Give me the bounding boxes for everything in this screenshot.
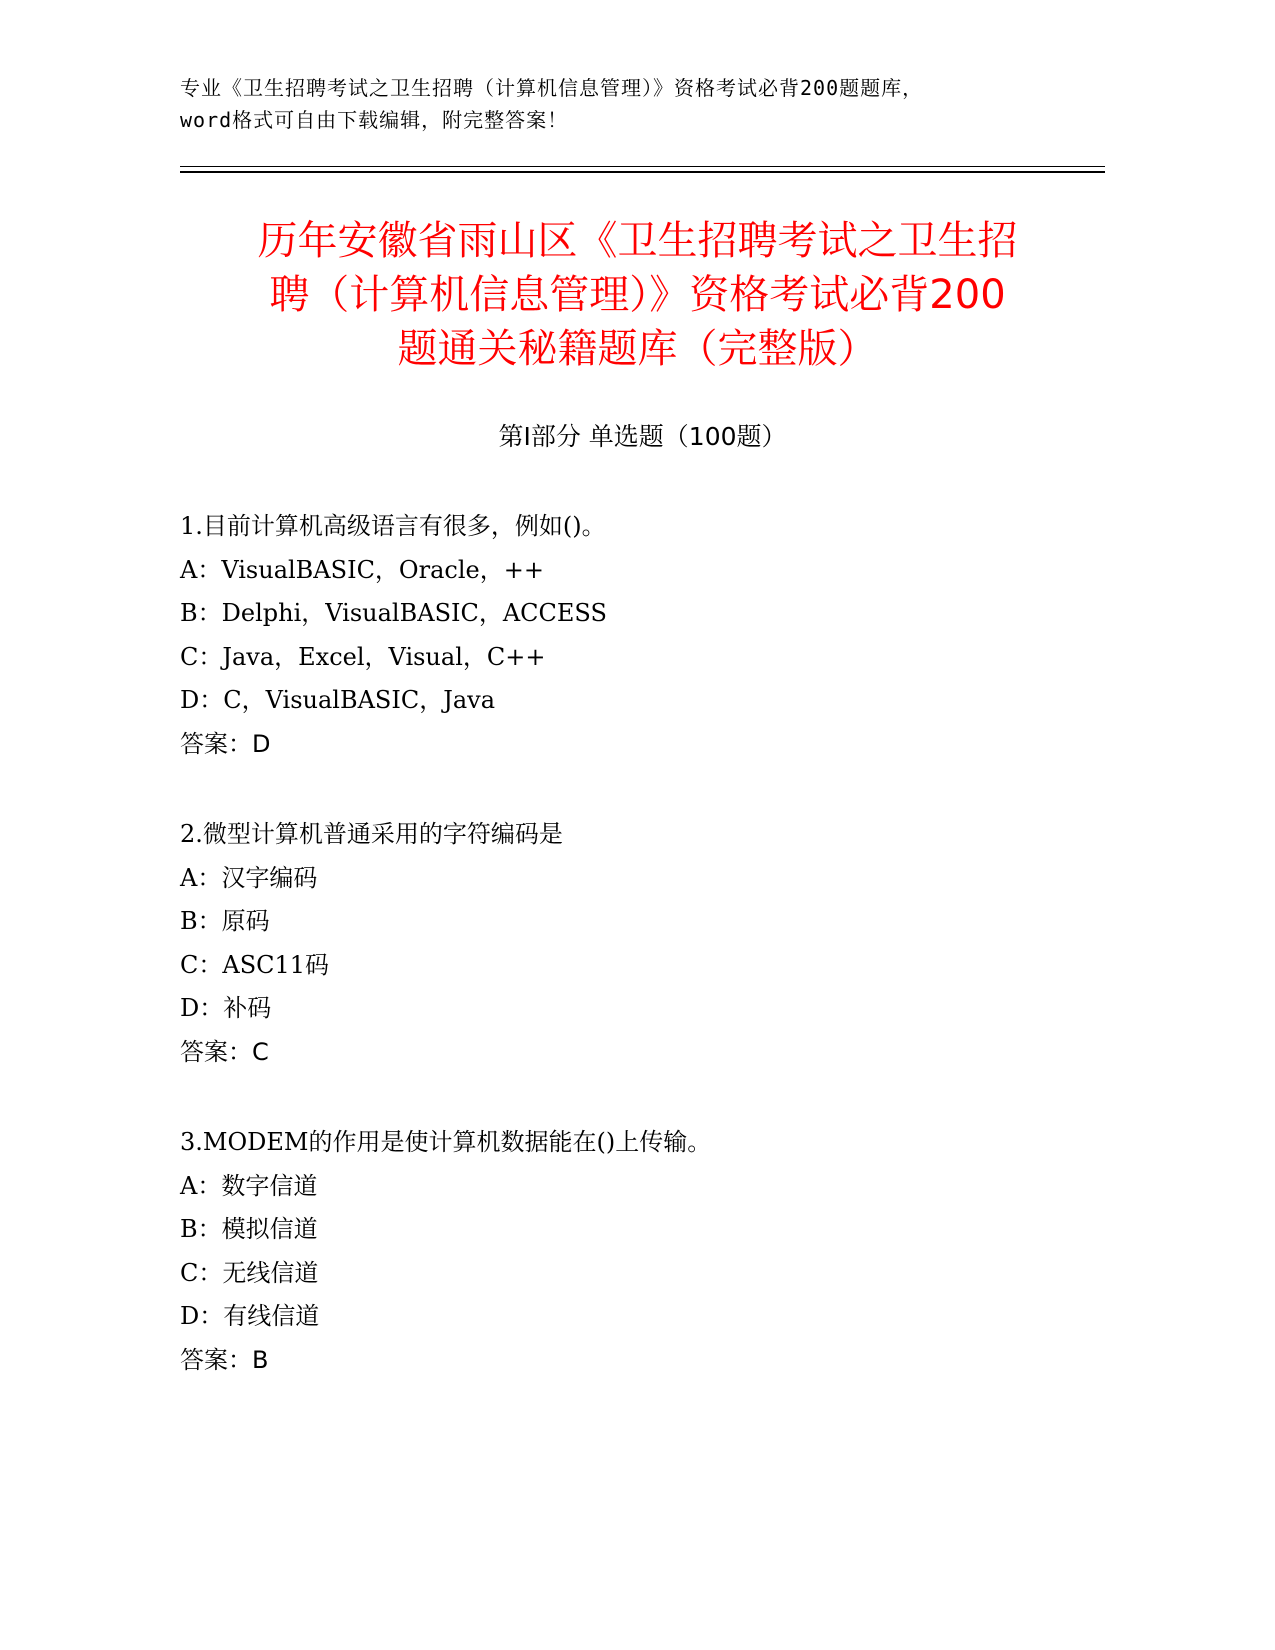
question-item [180, 1121, 1105, 1382]
option-a: A：VisualBASIC，Oracle，++ [180, 555, 544, 584]
title-line-3: 题通关秘籍题库（完整版） [397, 326, 878, 372]
option-d: D：C，VisualBASIC，Java [180, 686, 495, 714]
document-title [160, 214, 1115, 376]
option-b: B：Delphi，VisualBASIC，ACCESS [180, 599, 607, 627]
header-line-2: word格式可自由下载编辑，附完整答案！ [180, 108, 569, 132]
document-header [180, 72, 1120, 136]
answer-line: 答案：C [180, 1037, 269, 1066]
option-c: C：无线信道 [180, 1258, 319, 1287]
option-b: B：原码 [180, 907, 270, 935]
question-item [180, 813, 1105, 1074]
option-a: A：汉字编码 [180, 863, 318, 892]
option-a: A：数字信道 [180, 1171, 318, 1200]
option-c: C：ASC11码 [180, 950, 330, 979]
header-divider-thick [180, 171, 1105, 173]
question-item [180, 505, 1105, 766]
section-title: 第Ⅰ部分 单选题（100题） [498, 422, 787, 451]
option-b: B：模拟信道 [180, 1215, 318, 1243]
option-c: C：Java，Excel，Visual，C++ [180, 642, 546, 671]
question-stem: 1.目前计算机高级语言有很多，例如()。 [180, 512, 606, 540]
header-line-1: 专业《卫生招聘考试之卫生招聘（计算机信息管理）》资格考试必背200题题库， [180, 76, 924, 100]
answer-line: 答案：D [180, 729, 271, 758]
answer-line: 答案：B [180, 1345, 269, 1374]
option-d: D：补码 [180, 994, 272, 1022]
question-list [180, 505, 1105, 1429]
question-stem: 2.微型计算机普通采用的字符编码是 [180, 820, 563, 848]
question-stem: 3.MODEM的作用是使计算机数据能在()上传输。 [180, 1128, 712, 1156]
title-line-1: 历年安徽省雨山区《卫生招聘考试之卫生招 [257, 218, 1018, 264]
option-d: D：有线信道 [180, 1302, 320, 1330]
title-line-2: 聘（计算机信息管理）》资格考试必背200 [269, 272, 1006, 318]
header-divider-thin [180, 166, 1105, 167]
